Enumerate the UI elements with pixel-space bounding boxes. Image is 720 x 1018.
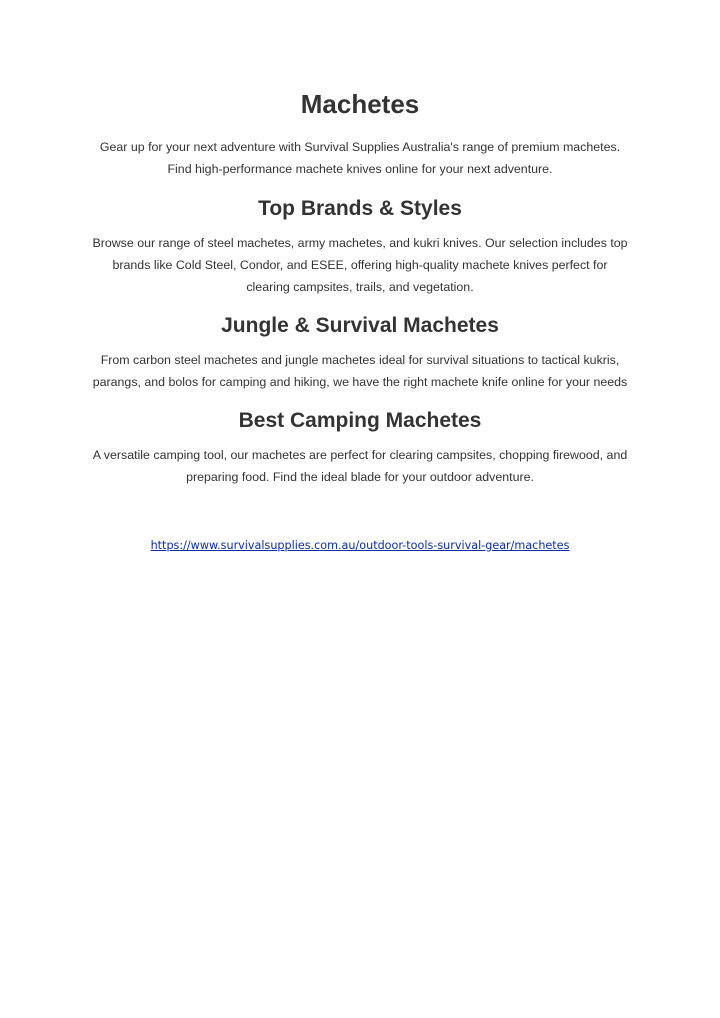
intro-paragraph: Gear up for your next adventure with Survival Supplies Australia's range of premium machetes. Find high-performance machete knives online for your next adventure. [99, 140, 621, 176]
section-heading-best-camping: Best Camping Machetes [238, 409, 482, 432]
page-title: Machetes [300, 89, 420, 119]
source-link[interactable]: https://www.survivalsupplies.com.au/outdoor-tools-survival-gear/machetes [150, 539, 570, 552]
section-heading-top-brands: Top Brands & Styles [258, 197, 462, 220]
section-text-best-camping: A versatile camping tool, our machetes are perfect for clearing campsites, chopping firewood, and preparing food. Find the ideal blade for your outdoor adventure. [92, 448, 628, 484]
section-heading-jungle-survival: Jungle & Survival Machetes [221, 314, 499, 337]
document-content [90, 86, 630, 555]
source-link-container [90, 536, 630, 555]
section-text-jungle-survival: From carbon steel machetes and jungle machetes ideal for survival situations to tactical kukris, parangs, and bolos for camping and hiking, we have the right machete knife online for your needs [92, 353, 628, 389]
section-text-top-brands: Browse our range of steel machetes, army machetes, and kukri knives. Our selection includes top brands like Cold Steel, Condor, and ESEE, offering high-quality machete knives perfect for clearing campsites, trails, and vegetation. [92, 236, 628, 294]
